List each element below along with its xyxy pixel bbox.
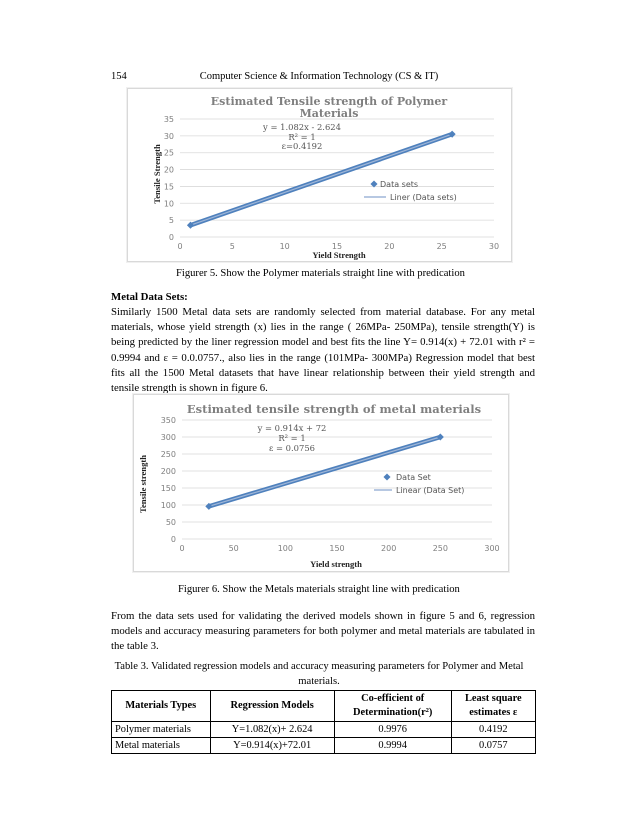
figure5-x-tick-label: 10 (279, 242, 290, 251)
col-header-models: Regression Models (210, 691, 334, 722)
figure5-r-squared: R² = 1 (288, 132, 316, 142)
figure6-plot-area (161, 416, 500, 553)
col-header-lse: Least square estimates ε (451, 691, 535, 722)
figure5-y-tick-label: 20 (163, 165, 174, 175)
figure6-y-axis-label: Tensile strength (138, 454, 148, 514)
figure5-y-axis-label: Tensile Strength (152, 144, 162, 204)
figure6-legend-trend: Linear (Data Set) (396, 486, 465, 495)
figure5-x-tick-label: 5 (229, 242, 235, 251)
figure6-legend-data: Data Set (396, 473, 431, 482)
figure5-x-tick-label: 20 (384, 242, 395, 251)
figure6-x-tick-label: 300 (484, 544, 500, 553)
section-heading: Metal Data Sets: (111, 291, 188, 303)
figure6-x-tick-label: 100 (277, 544, 293, 553)
metal-datasets-text: Similarly 1500 Metal data sets are randomly selected from material database. For any metal materials, whose yield strength (x) lies in the range ( 26MPa- 250MPa), tensile strength(Y) is being predicted by the liner regression model and best fits the line Y= 0.914(x) + 72.01 with r² = 0.9994 and ε = 0.0.0757., also lies in the range (101MPa- 300MPa) Regression model that best fits all the 1500 Metal datasets that have linear relationship between their yield strength and tensile strength is shown in figure 6. (111, 306, 535, 395)
figure5-x-tick-label: 0 (177, 242, 183, 251)
figure5-chart (127, 88, 512, 262)
figure5-y-tick-label: 0 (168, 233, 174, 242)
figure6-y-tick-label: 150 (160, 484, 176, 493)
figure6-y-tick-label: 200 (160, 467, 176, 476)
page-number: 154 (111, 71, 127, 82)
figure6-y-tick-label: 50 (165, 518, 176, 527)
table3-caption-line1: Table 3. Validated regression models and accuracy measuring parameters for Polymer and Metal (114, 661, 524, 672)
figure5-caption: Figurer 5. Show the Polymer materials straight line with predication (176, 268, 465, 279)
figure5-x-axis-label: Yield Strength (312, 250, 366, 260)
figure5-x-tick-label: 30 (488, 242, 500, 251)
figure5-y-tick-label: 10 (163, 199, 174, 209)
table-row (112, 722, 536, 738)
figure5-y-tick-label: 25 (163, 148, 174, 158)
figure6-x-axis-label: Yield strength (310, 559, 362, 569)
figure5-legend-trend: Liner (Data sets) (390, 193, 457, 202)
figure5-y-tick-label: 30 (163, 131, 174, 141)
figure5-title-line1: Estimated Tensile strength of Polymer (210, 95, 448, 108)
col-header-materials: Materials Types (112, 691, 211, 722)
table-cell: Metal materials (112, 738, 211, 754)
figure6-x-tick-label: 200 (381, 544, 397, 553)
closing-paragraph (111, 609, 535, 655)
figure5-y-tick-label: 35 (163, 115, 174, 124)
col-header-r2: Co-efficient of Determination(r²) (334, 691, 451, 722)
running-title: Computer Science & Information Technology (CS & IT) (199, 71, 439, 82)
figure6-plot (134, 395, 508, 571)
table-cell: Y=1.082(x)+ 2.624 (210, 722, 334, 738)
figure5-x-tick-label: 25 (436, 242, 447, 251)
table3-caption-line2: materials. (298, 676, 340, 687)
figure5-plot (128, 89, 511, 261)
figure6-caption: Figurer 6. Show the Metals materials straight line with predication (178, 584, 460, 595)
figure6-x-tick-label: 150 (329, 544, 345, 553)
figure6-title: Estimated tensile strength of metal materials (186, 402, 482, 416)
figure5-legend-data: Data sets (380, 180, 419, 189)
table3-caption (0, 659, 638, 689)
table3-header-row (112, 691, 536, 722)
figure6-y-tick-label: 250 (160, 450, 176, 459)
figure6-y-tick-label: 0 (170, 535, 176, 544)
table-cell: Y=0.914(x)+72.01 (210, 738, 334, 754)
figure6-equation: y = 0.914x + 72 (257, 423, 327, 433)
table3 (111, 690, 536, 754)
figure6-trend-line (209, 437, 440, 506)
figure6-r-squared: R² = 1 (278, 433, 306, 443)
figure6-x-tick-label: 250 (432, 544, 448, 553)
figure5-y-tick-label: 5 (168, 216, 174, 226)
figure5-plot-area (164, 115, 499, 251)
figure6-legend-marker-data (383, 473, 390, 480)
table-cell: Polymer materials (112, 722, 211, 738)
figure6-epsilon: ε = 0.0756 (269, 443, 315, 453)
table-row (112, 738, 536, 754)
figure5-y-tick-label: 15 (163, 182, 174, 192)
figure6-x-tick-label: 50 (228, 544, 239, 553)
figure6-y-tick-label: 100 (160, 501, 176, 510)
figure6-x-tick-label: 0 (179, 544, 185, 553)
table-cell: 0.4192 (451, 722, 535, 738)
metal-datasets-paragraph (111, 305, 535, 396)
figure6-y-tick-label: 350 (160, 416, 176, 425)
figure5-epsilon: ε=0.4192 (281, 141, 323, 151)
figure5-x-tick-label: 15 (331, 242, 343, 251)
table-cell: 0.9976 (334, 722, 451, 738)
table-cell: 0.0757 (451, 738, 535, 754)
figure5-title-line2: Materials (299, 107, 359, 120)
figure6-y-tick-label: 300 (160, 433, 176, 442)
figure6-chart (133, 394, 509, 572)
table-cell: 0.9994 (334, 738, 451, 754)
closing-paragraph-text: From the data sets used for validating the derived models shown in figure 5 and 6, regression models and accuracy measuring parameters for both polymer and metal materials are tabulated in the table 3. (111, 610, 535, 653)
figure5-equation: y = 1.082x - 2.624 (263, 122, 341, 132)
